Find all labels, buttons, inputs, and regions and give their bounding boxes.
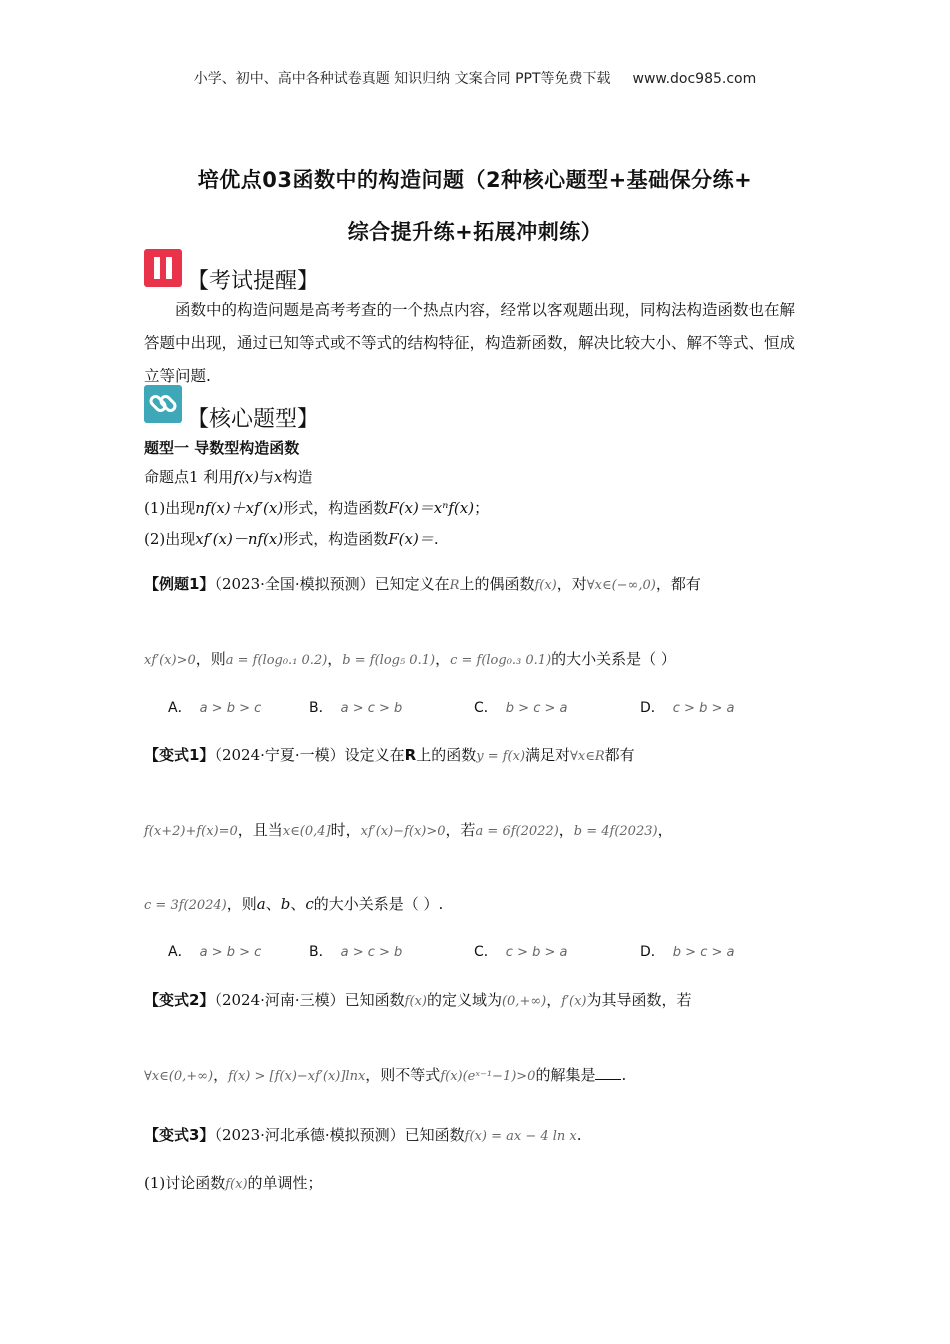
doc-title-line1: 培优点03函数中的构造问题（2种核心题型+基础保分练+ <box>197 168 753 192</box>
rule2-lead: (2)出现 <box>144 530 196 548</box>
rule-item-2 <box>144 528 439 549</box>
variant3-q1-tail: 的单调性； <box>247 1174 323 1192</box>
rule2-mid: 形式，构造函数 <box>283 530 389 548</box>
variant1-dun1: 、 <box>265 895 281 913</box>
variant2-source: （2024·河南·三模）已知函数 <box>214 991 405 1009</box>
example1-option-c[interactable] <box>474 697 567 717</box>
variant1-tag: 【变式1】 <box>144 746 215 764</box>
section-heading-exam-tips: 【考试提醒】 <box>187 269 320 294</box>
variant2-line1 <box>144 989 692 1010</box>
variant1-t5: 时， <box>330 821 361 839</box>
doc-title-line2: 综合提升练+拓展冲刺练） <box>347 220 603 244</box>
example1-t2: ，对 <box>556 575 587 593</box>
option-label: A． <box>168 944 192 960</box>
example1-c: c = f(log₀.₃ 0.1) <box>450 653 552 668</box>
rule1-expr: nf(x)＋xf′(x) <box>195 499 284 517</box>
variant1-cond: ∀x∈R <box>570 749 605 764</box>
variant1-source: （2024·宁夏·一模）设定义在 <box>214 746 405 764</box>
option-label: A． <box>168 700 192 716</box>
example1-line2 <box>144 648 676 669</box>
variant1-line1 <box>144 744 635 765</box>
variant1-t7: ，则 <box>226 895 257 913</box>
option-expr: a > c > b <box>340 701 403 716</box>
link-icon <box>144 385 182 423</box>
variant3-q1-fx: f(x) <box>225 1177 248 1192</box>
variant3-q1-lead: (1)讨论函数 <box>144 1174 226 1192</box>
point-fx: f(x) <box>233 468 260 486</box>
section-body-exam-tips: 函数中的构造问题是高考考查的一个热点内容，经常以客观题出现，同构法构造函数也在解答题中出现，通过已知等式或不等式的结构特征，构造新函数，解决比较大小、解不等式、恒成立等问题. <box>144 301 796 385</box>
option-expr: c > b > a <box>505 945 568 960</box>
option-expr: a > c > b <box>340 945 403 960</box>
variant1-t3: 都有 <box>604 746 635 764</box>
variant1-vc: c <box>305 895 314 913</box>
header-text: 小学、初中、高中各种试卷真题 知识归纳 文案合同 PPT等免费下载 <box>193 71 611 87</box>
variant1-t8: 的大小关系是（ ）. <box>313 895 444 913</box>
option-label: D． <box>640 700 665 716</box>
page-header <box>0 68 950 88</box>
variant1-sep2: ， <box>657 821 673 839</box>
example1-R: R <box>449 578 460 593</box>
option-expr: b > c > a <box>505 701 568 716</box>
type-heading: 题型一 导数型构造函数 <box>144 439 300 457</box>
example1-option-b[interactable] <box>309 697 402 717</box>
rule2-expr: xf′(x)－nf(x) <box>195 530 284 548</box>
example1-sep1: ， <box>327 650 343 668</box>
example1-option-a[interactable] <box>168 697 261 717</box>
variant2-t2: 为其导函数，若 <box>586 991 692 1009</box>
example1-fx: f(x) <box>534 578 557 593</box>
variant1-vb: b <box>280 895 291 913</box>
variant3-source: （2023·河北承德·模拟预测）已知函数 <box>214 1126 465 1144</box>
example1-t1: 上的偶函数 <box>459 575 535 593</box>
example1-line1 <box>144 573 701 594</box>
variant1-c: c = 3f(2024) <box>144 898 227 913</box>
option-expr: c > b > a <box>672 701 735 716</box>
variant1-t6: ，若 <box>445 821 476 839</box>
variant3-fx: f(x) = ax − 4 ln x <box>464 1129 577 1144</box>
variant2-cond: ∀x∈(0,+∞) <box>144 1069 214 1084</box>
rule1-mid: 形式，构造函数 <box>283 499 389 517</box>
option-expr: b > c > a <box>672 945 735 960</box>
option-label: C． <box>474 944 498 960</box>
example1-tag: 【例题1】 <box>144 575 215 593</box>
option-expr: a > b > c <box>199 945 262 960</box>
variant2-sep2: ， <box>213 1066 229 1084</box>
example1-a: a = f(log₀.₁ 0.2) <box>225 653 328 668</box>
rule1-F: F(x)＝xⁿf(x) <box>388 499 475 517</box>
option-label: B． <box>309 700 333 716</box>
variant2-tag: 【变式2】 <box>144 991 215 1009</box>
option-label: B． <box>309 944 333 960</box>
point-heading <box>144 466 313 487</box>
point-x: x <box>274 468 283 486</box>
variant2-t5: . <box>621 1066 627 1084</box>
rule1-lead: (1)出现 <box>144 499 196 517</box>
variant2-ineq: f(x) > [f(x)−xf′(x)]lnx <box>228 1069 366 1084</box>
variant2-ineq2: f(x)(eˣ⁻¹−1)>0 <box>440 1069 536 1084</box>
point-tail: 构造 <box>282 468 313 486</box>
example1-t5: 的大小关系是（ ） <box>551 650 676 668</box>
pause-icon <box>144 249 182 287</box>
option-label: C． <box>474 700 498 716</box>
example1-t3: ，都有 <box>655 575 701 593</box>
variant1-t1: 上的函数 <box>416 746 477 764</box>
variant1-R: R <box>404 746 417 764</box>
example1-cond: ∀x∈(−∞,0) <box>586 578 656 593</box>
variant1-option-b[interactable] <box>309 941 402 961</box>
variant1-va: a <box>256 895 266 913</box>
variant1-line3 <box>144 893 443 914</box>
variant2-sep: ， <box>546 991 562 1009</box>
example1-ineq: xf′(x)>0 <box>144 653 196 668</box>
variant1-option-c[interactable] <box>474 941 567 961</box>
variant2-fpx: f′(x) <box>561 994 587 1009</box>
variant1-t4: ，且当 <box>237 821 283 839</box>
variant2-t4: 的解集是 <box>535 1066 596 1084</box>
example1-sep2: ， <box>435 650 451 668</box>
header-url[interactable]: www.doc985.com <box>632 71 757 87</box>
variant1-option-a[interactable] <box>168 941 261 961</box>
variant2-domain: (0,+∞) <box>501 994 547 1009</box>
variant2-line2 <box>144 1064 626 1085</box>
point-label: 命题点1 利用 <box>144 468 234 486</box>
variant3-tag: 【变式3】 <box>144 1126 215 1144</box>
answer-blank[interactable] <box>595 1078 621 1080</box>
option-expr: a > b > c <box>199 701 262 716</box>
section-heading-core-types: 【核心题型】 <box>187 407 320 432</box>
variant1-y: y = f(x) <box>476 749 526 764</box>
variant1-dun2: 、 <box>290 895 306 913</box>
example1-source: （2023·全国·模拟预测）已知定义在 <box>214 575 450 593</box>
rule2-end: . <box>433 530 439 548</box>
variant1-line2 <box>144 819 673 840</box>
rule2-F: F(x)＝ <box>388 530 434 548</box>
point-and: 与 <box>259 468 275 486</box>
variant3-line1 <box>144 1124 582 1145</box>
rule1-end: ； <box>474 499 490 517</box>
variant1-eq: f(x+2)+f(x)=0 <box>144 824 238 839</box>
variant2-t3: ，则不等式 <box>365 1066 441 1084</box>
example1-option-d[interactable] <box>640 697 734 717</box>
variant3-q1 <box>144 1172 323 1193</box>
example1-b: b = f(log₅ 0.1) <box>342 653 436 668</box>
variant1-t2: 满足对 <box>525 746 571 764</box>
option-label: D． <box>640 944 665 960</box>
variant2-t1: 的定义域为 <box>426 991 502 1009</box>
variant1-sep1: ， <box>558 821 574 839</box>
variant2-fx: f(x) <box>404 994 427 1009</box>
variant1-ineq: xf′(x)−f(x)>0 <box>360 824 446 839</box>
rule-item-1 <box>144 497 489 518</box>
variant3-end: . <box>576 1126 582 1144</box>
variant1-b: b = 4f(2023) <box>573 824 658 839</box>
example1-t4: ，则 <box>195 650 226 668</box>
variant1-option-d[interactable] <box>640 941 734 961</box>
variant1-a: a = 6f(2022) <box>475 824 559 839</box>
variant1-range: x∈(0,4] <box>282 824 331 839</box>
